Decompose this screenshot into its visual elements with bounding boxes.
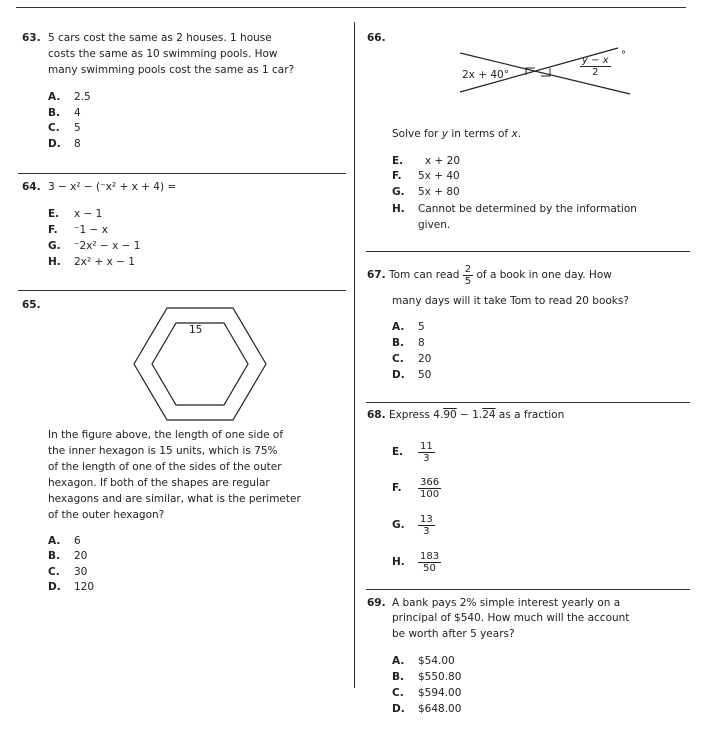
option-letter: C. — [48, 566, 60, 578]
option-letter: C. — [48, 122, 60, 134]
answer-option-a[interactable] — [392, 654, 455, 669]
option-letter: E. — [48, 208, 60, 220]
divider-68-69 — [366, 589, 690, 590]
question-text-line: In the figure above, the length of one side of — [48, 429, 284, 441]
question-text-line: the inner hexagon is 15 units, which is 75% — [48, 445, 278, 457]
option-letter: F. — [392, 170, 402, 182]
answer-option-a[interactable] — [48, 534, 81, 549]
answer-option-b[interactable] — [48, 106, 81, 121]
option-letter: B. — [392, 337, 404, 349]
repeating-digits: 90 — [443, 409, 457, 421]
answer-option-b[interactable] — [392, 670, 461, 685]
option-letter: B. — [392, 671, 404, 683]
option-letter: H. — [48, 256, 61, 268]
option-text: x + 20 — [425, 155, 461, 167]
option-text: 6 — [74, 535, 81, 547]
fraction-denominator: 100 — [420, 488, 440, 500]
option-text: 20 — [74, 550, 88, 562]
repeating-digits: 24 — [482, 409, 496, 421]
answer-option-b[interactable] — [48, 549, 87, 564]
question-text: as a fraction — [495, 409, 565, 421]
option-letter: C. — [392, 687, 404, 699]
option-text: ⁻2x² − x − 1 — [74, 240, 141, 252]
question-text: − 1. — [456, 409, 483, 421]
question-text-line: many days will it take Tom to read 20 books? — [392, 295, 629, 307]
option-text: 5x + 80 — [418, 186, 460, 198]
fraction-denominator: 5 — [464, 275, 472, 287]
option-fraction — [418, 514, 435, 537]
answer-option-f[interactable] — [392, 169, 460, 184]
question-number: 67. — [367, 269, 386, 281]
answer-option-h[interactable] — [48, 255, 135, 270]
answer-option-d[interactable] — [48, 580, 94, 595]
option-letter: H. — [392, 556, 405, 568]
question-text: Express 4. — [388, 409, 444, 421]
answer-option-d[interactable] — [48, 137, 81, 152]
question-text: of a book in one day. How — [476, 269, 612, 281]
option-fraction — [418, 551, 441, 574]
option-text: 120 — [74, 581, 95, 593]
option-letter: G. — [392, 519, 405, 531]
option-text: ⁻1 − x — [74, 224, 108, 236]
option-letter: D. — [48, 138, 61, 150]
option-text: 5 — [74, 122, 81, 134]
divider-64-65 — [18, 290, 346, 291]
angle-right-numerator: y − x — [582, 55, 609, 66]
option-letter: H. — [392, 203, 405, 215]
answer-option-e[interactable] — [392, 438, 435, 466]
option-text: 2.5 — [74, 91, 91, 103]
option-letter: C. — [392, 353, 404, 365]
option-letter: A. — [392, 655, 405, 667]
prompt-variable: x — [511, 128, 518, 140]
answer-option-c[interactable] — [392, 686, 461, 701]
question-text-line: of the outer hexagon? — [48, 509, 165, 521]
question-number: 66. — [367, 32, 386, 44]
column-divider — [354, 22, 355, 688]
answer-option-e[interactable] — [48, 207, 102, 222]
question-number: 69. — [367, 597, 386, 609]
option-text: 20 — [418, 353, 432, 365]
option-text: $550.80 — [418, 671, 462, 683]
top-rule — [16, 7, 686, 8]
prompt-text: in terms of — [448, 128, 512, 140]
option-fraction — [418, 477, 441, 500]
option-letter: B. — [48, 107, 60, 119]
answer-option-h[interactable] — [392, 548, 441, 576]
answer-option-f[interactable] — [48, 223, 108, 238]
option-text: 8 — [418, 337, 425, 349]
question-text-line: A bank pays 2% simple interest yearly on a — [392, 597, 621, 609]
option-text: 4 — [74, 107, 81, 119]
question-text-line: 5 cars cost the same as 2 houses. 1 house — [48, 32, 272, 44]
hexagon-side-label: 15 — [189, 324, 203, 336]
option-text: $648.00 — [418, 703, 462, 715]
answer-option-a[interactable] — [392, 320, 425, 335]
fraction-denominator: 50 — [423, 562, 436, 574]
question-first-line — [367, 408, 564, 423]
fraction-numerator: 13 — [420, 513, 433, 525]
option-letter: F. — [48, 224, 58, 236]
option-text: $594.00 — [418, 687, 462, 699]
answer-option-c[interactable] — [48, 121, 81, 136]
fraction-denominator: 3 — [423, 452, 430, 464]
question-text-line: costs the same as 10 swimming pools. How — [48, 48, 278, 60]
option-letter: E. — [392, 446, 404, 458]
angle-label-left: 2x + 40° — [462, 69, 509, 81]
answer-option-g[interactable] — [392, 185, 460, 200]
prompt-text: . — [517, 128, 522, 140]
question-prompt — [392, 127, 521, 142]
option-letter: G. — [48, 240, 61, 252]
option-letter: A. — [48, 535, 61, 547]
option-letter: D. — [48, 581, 61, 593]
fraction-numerator: 2 — [464, 263, 472, 275]
prompt-variable: y — [441, 128, 449, 140]
answer-option-d[interactable] — [392, 368, 431, 383]
option-text: 30 — [74, 566, 88, 578]
fraction-numerator: 11 — [420, 440, 433, 452]
question-expression: 3 − x² − (⁻x² + x + 4) = — [48, 181, 177, 193]
option-text: $54.00 — [418, 655, 455, 667]
divider-67-68 — [366, 402, 690, 403]
question-text: Tom can read — [388, 269, 460, 281]
answer-option-f[interactable] — [392, 474, 441, 502]
question-number: 64. — [22, 181, 41, 193]
degree-mark: ° — [621, 50, 626, 61]
answer-option-e[interactable] — [392, 154, 460, 169]
option-fraction — [418, 441, 435, 464]
option-text: 5 — [418, 321, 425, 333]
option-letter: G. — [392, 186, 405, 198]
prompt-text: Solve for — [392, 128, 442, 140]
answer-option-c[interactable] — [48, 565, 87, 580]
option-letter: A. — [48, 91, 61, 103]
fraction-two-fifths — [463, 264, 473, 287]
question-number: 65. — [22, 299, 41, 311]
option-text: x − 1 — [74, 208, 103, 220]
option-letter: A. — [392, 321, 405, 333]
question-text-line: be worth after 5 years? — [392, 628, 515, 640]
option-letter: D. — [392, 703, 405, 715]
fraction-numerator: 366 — [420, 476, 440, 488]
option-text: 8 — [74, 138, 81, 150]
divider-63-64 — [18, 173, 346, 174]
answer-option-d[interactable] — [392, 702, 461, 717]
fraction-numerator: 183 — [420, 550, 440, 562]
question-number: 63. — [22, 32, 41, 44]
question-first-line — [367, 262, 612, 288]
question-number: 68. — [367, 409, 386, 421]
answer-option-c[interactable] — [392, 352, 431, 367]
option-text: 2x² + x − 1 — [74, 256, 135, 268]
question-text-line: hexagons and are similar, what is the perimeter — [48, 493, 301, 505]
option-letter: D. — [392, 369, 405, 381]
divider-66-67 — [366, 251, 690, 252]
question-text-line: of the length of one of the sides of the outer — [48, 461, 282, 473]
option-letter: B. — [48, 550, 60, 562]
question-text-line: hexagon. If both of the shapes are regular — [48, 477, 270, 489]
angle-right-denominator: 2 — [592, 67, 599, 78]
option-text: 5x + 40 — [418, 170, 460, 182]
option-letter: F. — [392, 482, 402, 494]
question-text-line: many swimming pools cost the same as 1 car? — [48, 64, 295, 76]
option-text: 50 — [418, 369, 432, 381]
answer-option-g[interactable] — [48, 239, 141, 254]
answer-option-b[interactable] — [392, 336, 425, 351]
question-text-line: principal of $540. How much will the account — [392, 612, 630, 624]
fraction-denominator: 3 — [423, 525, 430, 537]
option-h-continuation: given. — [418, 219, 451, 231]
angle-label-right — [580, 55, 611, 78]
option-letter: E. — [392, 155, 404, 167]
option-text: Cannot be determined by the information — [418, 203, 637, 215]
answer-option-a[interactable] — [48, 90, 91, 105]
answer-option-h[interactable] — [392, 202, 637, 217]
answer-option-g[interactable] — [392, 511, 435, 539]
